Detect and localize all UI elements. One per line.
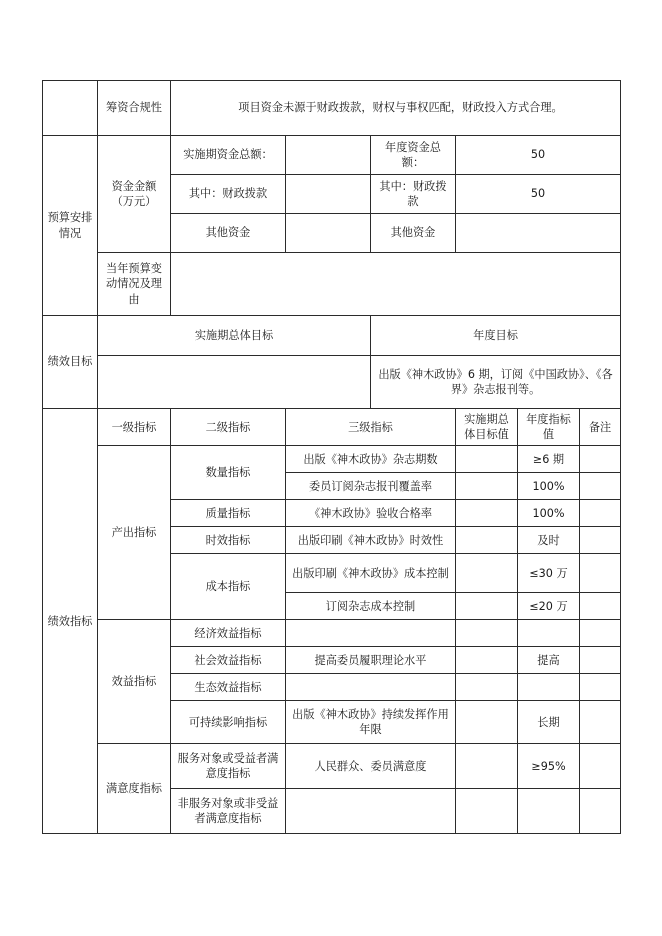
impl-target-cell (456, 674, 518, 701)
level2-quantity: 数量指标 (171, 446, 286, 500)
annual-target-cell: ≤30 万 (518, 554, 580, 593)
remark-cell (580, 701, 621, 744)
impl-target-cell (456, 647, 518, 674)
impl-target-cell (456, 744, 518, 789)
value-annual-appropriation: 50 (456, 175, 621, 214)
annual-target-cell: 100% (518, 473, 580, 500)
table-row (43, 620, 621, 647)
level2-beneficiary-satisfaction: 服务对象或受益者满意度指标 (171, 744, 286, 789)
table-row-budget-change (43, 253, 621, 316)
level3-cell: 《神木政协》验收合格率 (286, 500, 456, 527)
header-goal-annual: 年度目标 (371, 316, 621, 356)
level3-cell: 出版印刷《神木政协》时效性 (286, 527, 456, 554)
level2-cost: 成本指标 (171, 554, 286, 620)
impl-target-cell (456, 500, 518, 527)
level2-sustainable-impact: 可持续影响指标 (171, 701, 286, 744)
annual-target-cell: 长期 (518, 701, 580, 744)
value-goal-annual: 出版《神木政协》6 期，订阅《中国政协》、《各界》杂志报刊等。 (371, 356, 621, 409)
label-annual-other-funds: 其他资金 (371, 214, 456, 253)
value-goal-impl (98, 356, 371, 409)
value-funding-compliance: 项目资金未源于财政拨款，财权与事权匹配，财政投入方式合理。 (171, 81, 621, 136)
level2-ecological-benefit: 生态效益指标 (171, 674, 286, 701)
level1-benefit: 效益指标 (98, 620, 171, 744)
header-annual-target: 年度指标值 (518, 409, 580, 446)
header-level3: 三级指标 (286, 409, 456, 446)
value-impl-total (286, 136, 371, 175)
section-label-performance-indicator: 绩效指标 (43, 409, 98, 834)
remark-cell (580, 744, 621, 789)
remark-cell (580, 674, 621, 701)
annual-target-cell (518, 620, 580, 647)
remark-cell (580, 647, 621, 674)
level2-social-benefit: 社会效益指标 (171, 647, 286, 674)
label-impl-total: 实施期资金总额： (171, 136, 286, 175)
remark-cell (580, 554, 621, 593)
level3-cell: 提高委员履职理论水平 (286, 647, 456, 674)
level3-cell (286, 674, 456, 701)
table-row-budget-impl-total (43, 136, 621, 175)
value-annual-total: 50 (456, 136, 621, 175)
remark-cell (580, 789, 621, 834)
annual-target-cell: ≥6 期 (518, 446, 580, 473)
table-row-goal-header (43, 316, 621, 356)
remark-cell (580, 446, 621, 473)
level2-quality: 质量指标 (171, 500, 286, 527)
table-row (43, 446, 621, 473)
annual-target-cell (518, 789, 580, 834)
level3-cell: 委员订阅杂志报刊覆盖率 (286, 473, 456, 500)
label-impl-appropriation: 其中：财政拨款 (171, 175, 286, 214)
level1-output: 产出指标 (98, 446, 171, 620)
level1-satisfaction: 满意度指标 (98, 744, 171, 834)
label-annual-appropriation: 其中：财政拨款 (371, 175, 456, 214)
value-impl-appropriation (286, 175, 371, 214)
header-impl-target: 实施期总体目标值 (456, 409, 518, 446)
label-impl-other-funds: 其他资金 (171, 214, 286, 253)
remark-cell (580, 593, 621, 620)
section-label-performance-goal: 绩效目标 (43, 316, 98, 409)
value-budget-change (171, 253, 621, 316)
table-row (43, 744, 621, 789)
level2-economic-benefit: 经济效益指标 (171, 620, 286, 647)
label-funding-compliance: 筹资合规性 (98, 81, 171, 136)
remark-cell (580, 500, 621, 527)
impl-target-cell (456, 789, 518, 834)
value-impl-other-funds (286, 214, 371, 253)
table-row-goal-values (43, 356, 621, 409)
remark-cell (580, 527, 621, 554)
header-level2: 二级指标 (171, 409, 286, 446)
annual-target-cell: 及时 (518, 527, 580, 554)
remark-cell (580, 620, 621, 647)
level2-timeliness: 时效指标 (171, 527, 286, 554)
section-label-budget: 预算安排情况 (43, 136, 98, 316)
level3-cell: 出版印刷《神木政协》成本控制 (286, 554, 456, 593)
level3-cell: 出版《神木政协》杂志期数 (286, 446, 456, 473)
table-row-funding-compliance (43, 81, 621, 136)
remark-cell (580, 473, 621, 500)
annual-target-cell: 提高 (518, 647, 580, 674)
label-budget-change: 当年预算变动情况及理由 (98, 253, 171, 316)
cell-empty-top-left (43, 81, 98, 136)
header-level1: 一级指标 (98, 409, 171, 446)
header-remark: 备注 (580, 409, 621, 446)
level3-cell (286, 620, 456, 647)
level3-cell: 订阅杂志成本控制 (286, 593, 456, 620)
impl-target-cell (456, 620, 518, 647)
annual-target-cell: ≥95% (518, 744, 580, 789)
table-row-indicator-header (43, 409, 621, 446)
level3-cell (286, 789, 456, 834)
annual-target-cell: 100% (518, 500, 580, 527)
label-annual-total: 年度资金总额： (371, 136, 456, 175)
budget-performance-form (42, 80, 621, 834)
level3-cell: 人民群众、委员满意度 (286, 744, 456, 789)
annual-target-cell: ≤20 万 (518, 593, 580, 620)
impl-target-cell (456, 446, 518, 473)
impl-target-cell (456, 701, 518, 744)
impl-target-cell (456, 527, 518, 554)
level2-non-beneficiary-satisfaction: 非服务对象或非受益者满意度指标 (171, 789, 286, 834)
impl-target-cell (456, 473, 518, 500)
value-annual-other-funds (456, 214, 621, 253)
impl-target-cell (456, 593, 518, 620)
annual-target-cell (518, 674, 580, 701)
label-amount-wan: 资金金额（万元） (98, 136, 171, 253)
level3-cell: 出版《神木政协》持续发挥作用年限 (286, 701, 456, 744)
impl-target-cell (456, 554, 518, 593)
header-goal-impl: 实施期总体目标 (98, 316, 371, 356)
